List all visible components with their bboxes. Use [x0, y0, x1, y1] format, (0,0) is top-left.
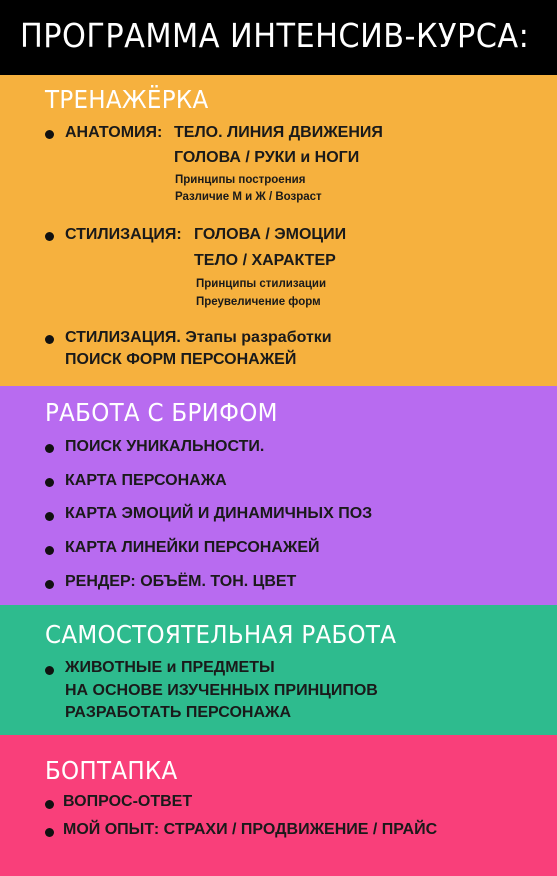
- section-trenazherka: [0, 75, 557, 386]
- stylization-sub-1: Принципы стилизации: [196, 278, 327, 290]
- independent-line-1: ЖИВОТНЫЕ и ПРЕДМЕТЫ: [65, 659, 275, 676]
- list-item: ПОИСК УНИКАЛЬНОСТИ.: [65, 438, 265, 455]
- list-item: КАРТА ЛИНЕЙКИ ПЕРСОНАЖЕЙ: [65, 539, 320, 556]
- stylization-sub-2: Преувеличение форм: [196, 296, 321, 308]
- stylization-label: СТИЛИЗАЦИЯ:: [65, 226, 182, 243]
- bullet-icon: [45, 546, 54, 555]
- stages-line-2: ПОИСК ФОРМ ПЕРСОНАЖЕЙ: [65, 351, 297, 368]
- bullet-icon: [45, 335, 54, 344]
- bullet-icon: [45, 444, 54, 453]
- list-item: КАРТА ЭМОЦИЙ И ДИНАМИЧНЫХ ПОЗ: [65, 505, 373, 522]
- bullet-icon: [45, 828, 54, 837]
- anatomy-line-1: ТЕЛО. ЛИНИЯ ДВИЖЕНИЯ: [174, 124, 383, 141]
- section-title-trenazherka: ТРЕНАЖЁРКА: [45, 85, 209, 114]
- section-title-brief: РАБОТА С БРИФОМ: [45, 398, 278, 427]
- bullet-icon: [45, 512, 54, 521]
- anatomy-label: АНАТОМИЯ:: [65, 124, 163, 141]
- bullet-icon: [45, 232, 54, 241]
- anatomy-sub-2: Различие М и Ж / Возраст: [175, 191, 322, 203]
- anatomy-line-2: ГОЛОВА / РУКИ и НОГИ: [174, 149, 360, 166]
- bullet-icon: [45, 130, 54, 139]
- bullet-icon: [45, 666, 54, 675]
- list-item: МОЙ ОПЫТ: СТРАХИ / ПРОДВИЖЕНИЕ / ПРАЙС: [63, 821, 438, 838]
- list-item: ВОПРОС-ОТВЕТ: [63, 793, 193, 810]
- list-item: РЕНДЕР: ОБЪЁМ. ТОН. ЦВЕТ: [65, 573, 297, 590]
- section-independent: [0, 605, 557, 735]
- bullet-icon: [45, 800, 54, 809]
- independent-line-2: НА ОСНОВЕ ИЗУЧЕННЫХ ПРИНЦИПОВ: [65, 682, 378, 699]
- anatomy-sub-1: Принципы построения: [175, 174, 306, 186]
- bullet-icon: [45, 580, 54, 589]
- list-item: КАРТА ПЕРСОНАЖА: [65, 472, 227, 489]
- section-title-boltalka: БОПТАПКА: [45, 756, 178, 785]
- bullet-icon: [45, 478, 54, 487]
- stylization-line-2: ТЕЛО / ХАРАКТЕР: [194, 252, 336, 269]
- section-brief: [0, 386, 557, 605]
- independent-line-3: РАЗРАБОТАТЬ ПЕРСОНАЖА: [65, 704, 292, 721]
- stylization-line-1: ГОЛОВА / ЭМОЦИИ: [194, 226, 347, 243]
- stages-line-1: СТИЛИЗАЦИЯ. Этапы разработки: [65, 329, 332, 346]
- section-title-independent: САМОСТОЯТЕЛЬНАЯ РАБОТА: [45, 620, 397, 649]
- section-boltalka: [0, 735, 557, 876]
- page-header: [0, 0, 557, 75]
- page-title: ПРОГРАММА ИНТЕНСИВ-КУРСА:: [20, 16, 530, 55]
